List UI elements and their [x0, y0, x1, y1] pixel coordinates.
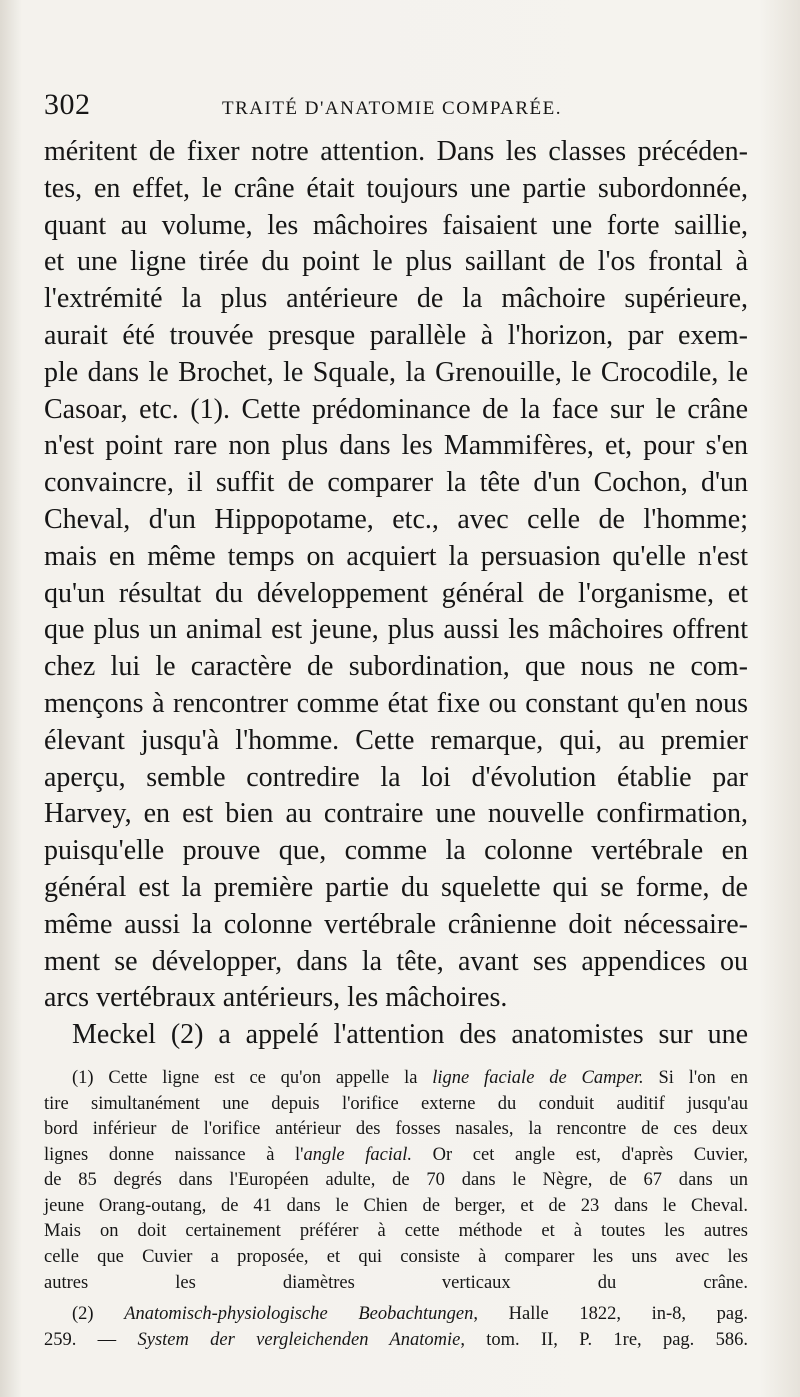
text-line: général est la première partie du squelette qui se forme, de	[44, 871, 748, 903]
text-line: mençons à rencontrer comme état fixe ou constant qu'en nous	[44, 687, 748, 719]
running-title: TRAITÉ D'ANATOMIE COMPARÉE.	[222, 98, 563, 119]
text-line: ment se développer, dans la tête, avant ses appendices ou	[44, 945, 748, 977]
footnote-italic: Anatomisch-physiologische Beobachtungen	[124, 1304, 474, 1325]
text-line: arcs vertébraux antérieurs, les mâchoires.	[44, 982, 508, 1014]
footnote-italic: ligne faciale de Camper.	[432, 1067, 644, 1088]
footnote-1-line: bord inférieur de l'orifice antérieur des fosses nasales, la rencontre de ces deux	[44, 1119, 748, 1140]
page-header	[44, 88, 748, 134]
text-line: Cheval, d'un Hippopotame, etc., avec celle de l'homme;	[44, 503, 748, 535]
footnote-italic: angle facial.	[303, 1144, 413, 1165]
text-line: Meckel (2) a appelé l'attention des anatomistes sur une	[72, 1019, 748, 1051]
footnote-1-line: tire simultanément une depuis l'orifice externe du conduit auditif jusqu'au	[44, 1093, 748, 1114]
footnote-text: Cette ligne est ce qu'on appelle la	[108, 1067, 433, 1088]
text-line: qu'un résultat du développement général de l'organisme, et	[44, 577, 748, 609]
footnote-1-line	[44, 1066, 748, 1092]
footnote-1-line: celle que Cuvier a proposée, et qui consiste à comparer les uns avec les	[44, 1247, 748, 1268]
text-line: méritent de fixer notre attention. Dans les classes précéden-	[44, 136, 748, 167]
text-line: et une ligne tirée du point le plus saillant de l'os frontal à	[44, 246, 748, 278]
footnote-italic: System der vergleichenden Anatomie	[137, 1329, 461, 1350]
footnote-1-line: Mais on doit certainement préférer à cette méthode et à toutes les autres	[44, 1221, 748, 1242]
text-line: n'est point rare non plus dans les Mammifères, et, pour s'en	[44, 430, 748, 462]
text-line: élevant jusqu'à l'homme. Cette remarque, qui, au premier	[44, 724, 748, 756]
page-number: 302	[44, 88, 91, 121]
footnote-2-line	[44, 1302, 748, 1328]
text-line: chez lui le caractère de subordination, que nous ne com-	[44, 651, 748, 683]
footnote-2-line	[44, 1328, 748, 1354]
footnote-1-line: autres les diamètres verticaux du crâne.	[44, 1272, 748, 1293]
text-line: Casoar, etc. (1). Cette prédominance de la face sur le crâne	[44, 393, 748, 425]
main-text	[44, 134, 748, 1054]
text-line: tes, en effet, le crâne était toujours une partie subordonnée,	[44, 172, 748, 204]
text-line: convaincre, il suffit de comparer la tête d'un Cochon, d'un	[44, 467, 748, 499]
text-line: que plus un animal est jeune, plus aussi les mâchoires offrent	[44, 614, 748, 646]
text-line: mais en même temps on acquiert la persuasion qu'elle n'est	[44, 540, 748, 572]
text-line: aperçu, semble contredire la loi d'évolution établie par	[44, 761, 748, 793]
footnote-1-line	[44, 1143, 748, 1169]
footnote-text: 259. —	[44, 1329, 138, 1350]
footnotes	[44, 1066, 748, 1354]
text-line: l'extrémité la plus antérieure de la mâchoire supérieure,	[44, 283, 748, 315]
footnote-marker: (1)	[72, 1067, 94, 1088]
footnote-marker: (2)	[72, 1304, 94, 1325]
footnote-text: , tom. II, P. 1re, pag. 586.	[460, 1329, 748, 1350]
footnote-text: Si l'on en	[643, 1067, 749, 1088]
footnote-text: lignes donne naissance à l'	[44, 1144, 304, 1165]
footnote-1-line: de 85 degrés dans l'Européen adulte, de 70 dans le Nègre, de 67 dans un	[44, 1170, 748, 1191]
footnote-text: Or cet angle est, d'après Cuvier,	[412, 1144, 748, 1165]
text-line: même aussi la colonne vertébrale crânienne doit nécessaire-	[44, 908, 748, 940]
text-line: aurait été trouvée presque parallèle à l'horizon, par exem-	[44, 319, 748, 351]
footnote-1-line: jeune Orang-outang, de 41 dans le Chien de berger, et de 23 dans le Cheval.	[44, 1195, 748, 1216]
footnote-text: , Halle 1822, in-8, pag.	[473, 1304, 748, 1325]
text-line: puisqu'elle prouve que, comme la colonne vertébrale en	[44, 835, 748, 867]
text-line: quant au volume, les mâchoires faisaient une forte saillie,	[44, 209, 748, 241]
text-line: ple dans le Brochet, le Squale, la Grenouille, le Crocodile, le	[44, 356, 748, 388]
text-line: Harvey, en est bien au contraire une nouvelle confirmation,	[44, 798, 748, 830]
